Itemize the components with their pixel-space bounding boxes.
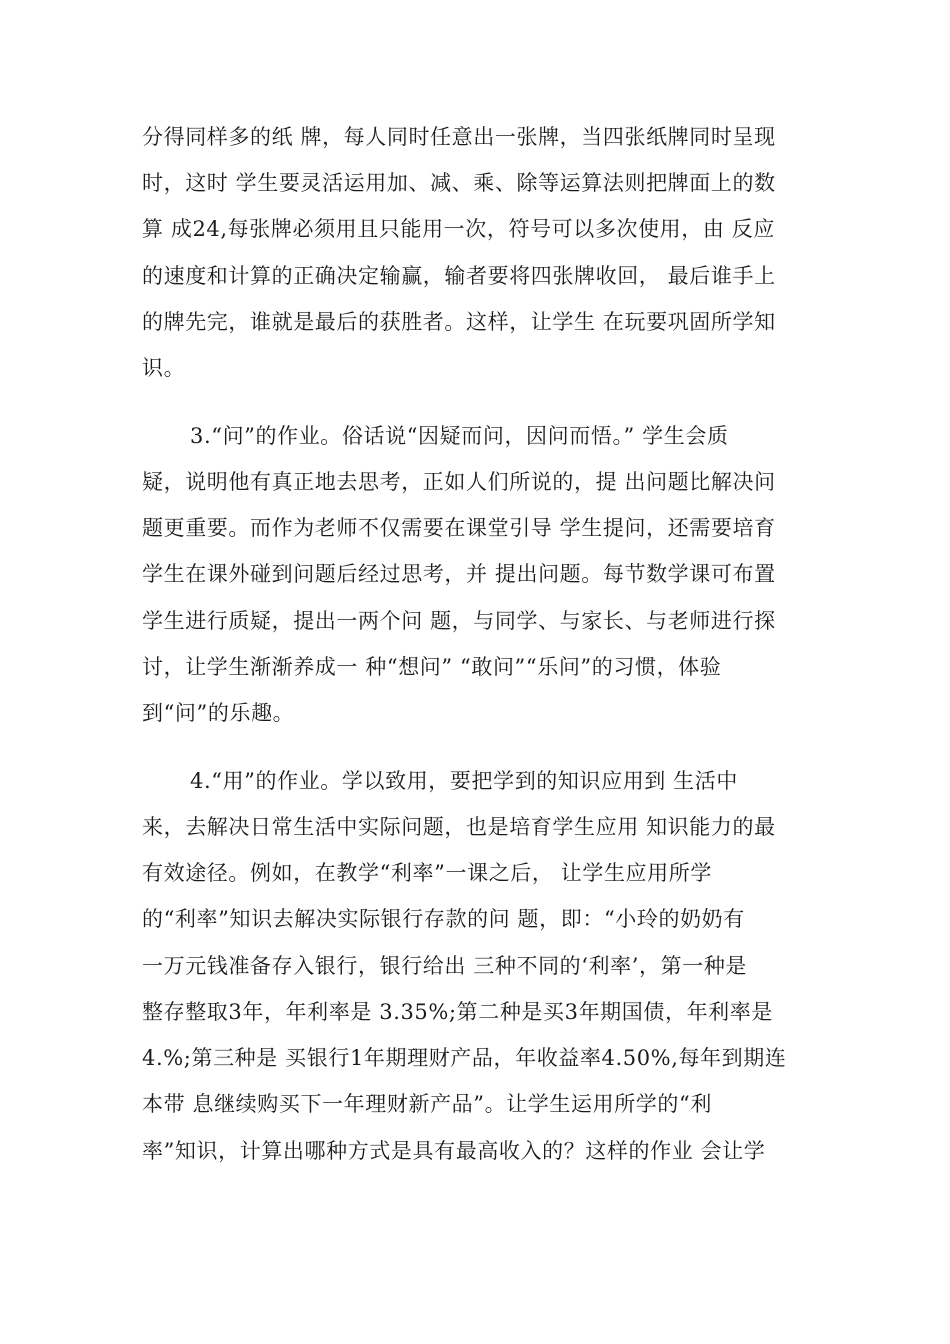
text-line: 学生进行质疑，提出一两个问 题，与同学、与家长、与老师进行探 bbox=[142, 609, 776, 633]
text-line: 整存整取3年，年利率是 3.35%;第二种是买3年期国债，年利率是 bbox=[142, 1000, 773, 1024]
text-line: 的“利率”知识去解决实际银行存款的问 题，即：“小玲的奶奶有 bbox=[142, 907, 745, 931]
text-line: 4.%;第三种是 买银行1年期理财产品，年收益率4.50%,每年到期连 bbox=[142, 1046, 787, 1070]
text-line: 有效途径。例如，在教学“利率”一课之后， 让学生应用所学 bbox=[142, 861, 712, 885]
text-line: 题更重要。而作为老师不仅需要在课堂引导 学生提问，还需要培育 bbox=[142, 516, 776, 540]
text-line: 本带 息继续购买下一年理财新产品”。让学生运用所学的“利 bbox=[142, 1092, 712, 1116]
text-line: 率”知识，计算出哪种方式是具有最高收入的？这样的作业 会让学 bbox=[142, 1139, 766, 1163]
text-line: 时，这时 学生要灵活运用加、减、乘、除等运算法则把牌面上的数 bbox=[142, 171, 776, 195]
text-line: 的牌先完，谁就是最后的获胜者。这样，让学生 在玩要巩固所学知 bbox=[142, 310, 776, 334]
text-line: 讨，让学生渐渐养成一 种“想问” “敢问”“乐问”的习惯，体验 bbox=[142, 655, 722, 679]
text-line: 来，去解决日常生活中实际问题，也是培育学生应用 知识能力的最 bbox=[142, 815, 776, 839]
text-line: 到“问”的乐趣。 bbox=[142, 701, 295, 725]
text-line: 3.“问”的作业。俗话说“因疑而问，因问而悟。” 学生会质 bbox=[190, 424, 729, 448]
text-line: 一万元钱准备存入银行，银行给出 三种不同的‘利率’，第一种是 bbox=[142, 954, 748, 978]
text-line: 分得同样多的纸 牌，每人同时任意出一张牌，当四张纸牌同时呈现 bbox=[142, 125, 776, 149]
text-line: 的速度和计算的正确决定输赢，输者要将四张牌收回， 最后谁手上 bbox=[142, 264, 776, 288]
text-line: 识。 bbox=[142, 356, 186, 380]
text-line: 算 成24,每张牌必须用且只能用一次，符号可以多次使用，由 反应 bbox=[142, 217, 775, 241]
text-line: 4.“用”的作业。学以致用，要把学到的知识应用到 生活中 bbox=[190, 769, 738, 793]
text-line: 疑，说明他有真正地去思考，正如人们所说的，提 出问题比解决问 bbox=[142, 470, 776, 494]
text-line: 学生在课外碰到问题后经过思考，并 提出问题。每节数学课可布置 bbox=[142, 562, 776, 586]
